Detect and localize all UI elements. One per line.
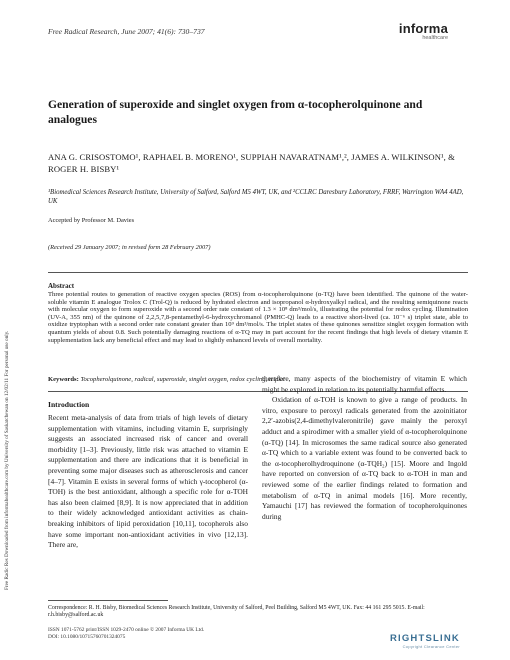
author-list: ANA G. CRISOSTOMO¹, RAPHAEL B. MORENO¹, SUPPIAH NAVARATNAM¹,², JAMES A. WILKINSON¹, & ROGER H. BISBY¹ bbox=[48, 152, 455, 174]
download-side-note bbox=[4, 170, 24, 590]
rightslink-brand: RIGHTSLINK bbox=[389, 633, 460, 644]
received-dates: (Received 29 January 2007; in revised form 28 February 2007) bbox=[48, 244, 211, 251]
intro-paragraph-1: Recent meta-analysis of data from trials of high levels of dietary supplementation with vitamins, including vitamin E, surprisingly suggests an associated increased risk of cancer and overall morbidity [1–3]. Previously, little risk was attached to vitamin E supplementation and there are indications that it is beneficial in preventing some major diseases such as atherosclerosis and cancer [4–7]. Vitamin E exists in several forms of which γ-tocopherol (α-TOH) is the best antioxidant, although a specific role for α-TOH has also been claimed [8,9]. It is now appreciated that in addition to their widely acknowledged antioxidant activities as chain-breaking inhibitors of lipid peroxidation [10,11], tocopherols also have some important non-antioxidant activities in vivo [12,13]. There are, bbox=[48, 413, 248, 550]
logo-brand: informa bbox=[398, 21, 448, 36]
introduction-heading: Introduction bbox=[48, 400, 90, 409]
keywords-label: Keywords: bbox=[48, 376, 79, 383]
right-column bbox=[262, 374, 467, 522]
issn-line: ISSN 1071-5762 print/ISSN 1029-2470 online © 2007 Informa UK Ltd. bbox=[48, 627, 205, 633]
logo-sub: healthcare bbox=[422, 35, 448, 41]
abstract-top-rule bbox=[48, 272, 468, 273]
doi-line: DOI: 10.1080/10715760701324075 bbox=[48, 633, 126, 640]
issn-doi bbox=[48, 627, 348, 640]
intro-paragraph-continued: therefore, many aspects of the biochemistry of vitamin E which might be explored in relation to its potentially harmful effects. bbox=[262, 374, 467, 394]
accepted-by: Accepted by Professor M. Davies bbox=[48, 217, 135, 224]
footnote-rule bbox=[48, 600, 168, 601]
article-title: Generation of superoxide and singlet oxygen from α-tocopherolquinone and analogues bbox=[48, 98, 423, 126]
keywords-list: Tocopherolquinone, radical, superoxide, singlet oxygen, redox cycling, triplet bbox=[80, 376, 285, 383]
side-note-text: Free Radic Res Downloaded from informahealthcare.com by University of Saskatchewan on 12/02/11 For personal use only. bbox=[4, 330, 10, 590]
abstract-heading: Abstract bbox=[48, 282, 75, 290]
left-column bbox=[48, 413, 248, 551]
affiliations: ¹Biomedical Sciences Research Institute, University of Salford, Salford M5 4WT, UK, and ²CCLRC Daresbury Laboratory, FRRF, Warrington WA4 4AD, UK bbox=[48, 189, 464, 205]
informa-logo bbox=[399, 22, 448, 41]
abstract-text: Three potential routes to generation of reactive oxygen species (ROS) from α-tocopherolquinone (α-TQ) have been identified. The quinone of the water-soluble vitamin E analogue Trolox C (Trol-Q) is reduced by hydrated electron and isopropanol α-hydroxyalkyl radical, and the resulting semiquinone reacts with molecular oxygen to form superoxide with a second order rate constant of 1.3 × 10⁸ dm³/mol/s, illustrating the potential for redox cycling. Illumination (UV-A, 355 nm) of the quinone of 2,2,5,7,8-pentamethyl-6-hydroxychromanol (PMHC-Q) leads to a reactive short-lived (ca. 10⁻⁶ s) triplet state, able to oxidize tryptophan with a second order rate constant greater than 10⁹ dm³/mol/s. The triplet states of these quinones sensitize singlet oxygen formation with quantum yields of about 0.8. Such potentially damaging reactions of α-TQ may in part account for the recent findings that high levels of dietary vitamin E supplementation lack any beneficial effect and may lead to slightly enhanced levels of overall mortality. bbox=[48, 291, 468, 344]
intro-paragraph-2: Oxidation of α-TOH is known to give a range of products. In vitro, exposure to peroxyl radicals generated from the azoinitiator 2,2′-azobis(2,4-dimethylvaleronitrile) gave mainly the peroxyl adduct and a spirodimer with a smaller yield of α-tocopherolquinone (α-TQ) [14]. In microsomes the same radical source also generated α-TQ which to a variable extent was found to be converted back to the α-tocopherolhydroquinone (α-TQH₂) [15]. Moore and Ingold have reported on conversion of α-TQ back to α-TOH in man and reviewed some of the earlier findings related to formation and metabolism of α-TQ in animal models [16]. More recently, Yamauchi [17] has reviewed the formation of tocopherolquinones during bbox=[262, 395, 467, 521]
rightslink-logo[interactable] bbox=[390, 633, 460, 649]
rightslink-sub: Copyright Clearance Center bbox=[402, 644, 460, 649]
journal-reference: Free Radical Research, June 2007; 41(6): 730–737 bbox=[48, 27, 205, 36]
correspondence-note: Correspondence: R. H. Bisby, Biomedical Sciences Research Institute, University of Salford, Peel Building, Salford M5 4WT, UK. Fax: 44 161 295 5015. E-mail: r.h.bisby@salford.ac.uk bbox=[48, 605, 425, 618]
